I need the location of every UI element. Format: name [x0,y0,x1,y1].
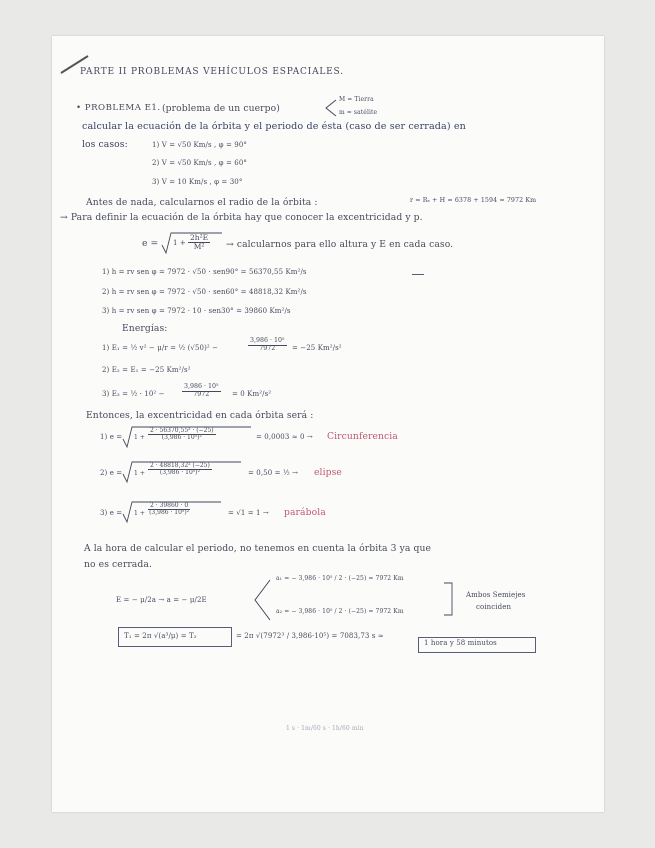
period-lhs: T₁ = 2π √(a³/μ) = T₂ [124,632,197,640]
ecc-3-one: 1 + [134,510,146,517]
ecc-3-num: 2 · 39860 · 0 [150,502,189,509]
energy-3-start: 3) E₃ = ½ · 10² − [102,390,165,398]
ecc-2-den: (3,986 · 10⁵)² [159,469,200,477]
case-3: 3) V = 10 Km/s , φ = 30° [152,178,243,186]
h-line-1: 1) h = rv sen φ = 7972 · √50 · sen90° = 56370,55 Km²/s [102,268,307,276]
semi-axes-note-2: coinciden [476,603,512,611]
brace-a-values [252,578,272,622]
energy-3-fraction [182,384,221,398]
ecc-lhs: e = [142,238,159,249]
orbit-radius: r = Rₑ + H = 6378 + 1594 = 7972 Km [410,197,537,204]
brace-bottom-label: m = satélite [339,109,378,116]
ecc-1-mid: = 0,0003 ≈ 0 → [256,433,313,441]
problem-title: • PROBLEMA E1. [76,103,161,113]
energy-1-end: = −25 Km²/s² [292,344,342,352]
ecc-3-den: (3,986 · 10⁵)² [149,509,190,517]
intro-line-2: → Para definir la ecuación de la órbita hay que conocer la excentricidad y p. [60,212,423,223]
semi-axes-note-1: Ambos Semiejes [466,591,526,599]
energy-1-start: 1) E₁ = ½ v² − μ/r = ½ (√50)² − [102,344,219,352]
ecc-2-lhs: 2) e = [100,469,123,477]
problem-subtitle: (problema de un cuerpo) [162,103,280,114]
ecc-2-num: 2 · 48818,32² (−25) [150,462,210,469]
ecc-note: → calcularnos para ello altura y E en cada caso. [226,239,454,250]
ecc-1-one: 1 + [134,434,146,441]
ecc-1-result: Circunferencia [327,431,398,442]
energy-3-num: 3,986 · 10⁵ [184,383,219,390]
ecc-2-one: 1 + [134,470,146,477]
energy-2: 2) E₂ = E₁ = −25 Km²/s² [102,366,191,374]
conversion-footnote: 1 s · 1m/60 s · 1h/60 min [286,725,364,732]
semi-axis-2: a₂ = − 3,986 · 10⁵ / 2 · (−25) = 7972 Km [276,608,404,615]
bracket-semi-axes [444,581,458,617]
cases-label: los casos: [82,139,128,150]
ecc-3-result: parábola [284,507,326,518]
ecc-2-fraction [148,463,212,477]
ecc-denominator: M² [193,241,205,251]
period-line-2: no es cerrada. [84,559,152,570]
ecc-numerator: 2h²E [190,233,209,242]
energy-1-fraction [248,338,287,352]
ecc-3-lhs: 3) e = [100,509,123,517]
case-1: 1) V = √50 Km/s , φ = 90° [152,141,247,149]
h-line-3: 3) h = rv sen φ = 7972 · 10 · sen30° = 39860 Km²/s [102,307,291,315]
ecc-intro: Entonces, la excentricidad en cada órbita será : [86,410,314,421]
ecc-1-num: 2 · 56370,55² · (−25) [150,427,214,434]
ecc-fraction [188,234,210,251]
case-2: 2) V = √50 Km/s , φ = 60° [152,159,247,167]
problem-statement: calcular la ecuación de la órbita y el periodo de ésta (caso de ser cerrada) en [82,121,466,132]
ecc-3-mid: = √1 = 1 → [228,509,269,517]
intro-line-1: Antes de nada, calcularnos el radio de la órbita : [86,197,318,208]
energy-1-den: 7972 [259,344,276,352]
ecc-1-lhs: 1) e = [100,433,123,441]
notebook-page [52,36,604,812]
period-result: 1 hora y 58 minutos [424,639,497,647]
period-eq: E = − μ/2a → a = − μ/2E [116,596,207,604]
energy-label: Energías: [122,323,168,334]
energy-3-end: = 0 Km²/s² [232,390,272,398]
h-line-1-dash [412,274,424,275]
period-rhs: = 2π √(7972³ / 3,986·10⁵) = 7083,73 s ≈ [236,632,384,640]
ecc-3-fraction [148,503,190,517]
energy-1-num: 3,986 · 10⁵ [250,337,285,344]
energy-3-den: 7972 [193,390,210,398]
ecc-1-den: (3,986 · 10⁵)² [161,434,202,442]
ecc-2-result: elipse [314,467,342,478]
brace-top-label: M = Tierra [339,96,374,103]
ecc-1-fraction [148,428,216,442]
section-header: PARTE II PROBLEMAS VEHÍCULOS ESPACIALES. [80,67,344,77]
ecc-2-mid: = 0,50 = ½ → [248,469,299,477]
ecc-one: 1 + [173,239,186,247]
h-line-2: 2) h = rv sen φ = 7972 · √50 · sen60° = 48818,32 Km²/s [102,288,307,296]
semi-axis-1: a₁ = − 3,986 · 10⁵ / 2 · (−25) = 7972 Km [276,575,404,582]
brace-less-than [324,98,338,120]
period-line-1: A la hora de calcular el periodo, no tenemos en cuenta la órbita 3 ya que [84,543,432,554]
